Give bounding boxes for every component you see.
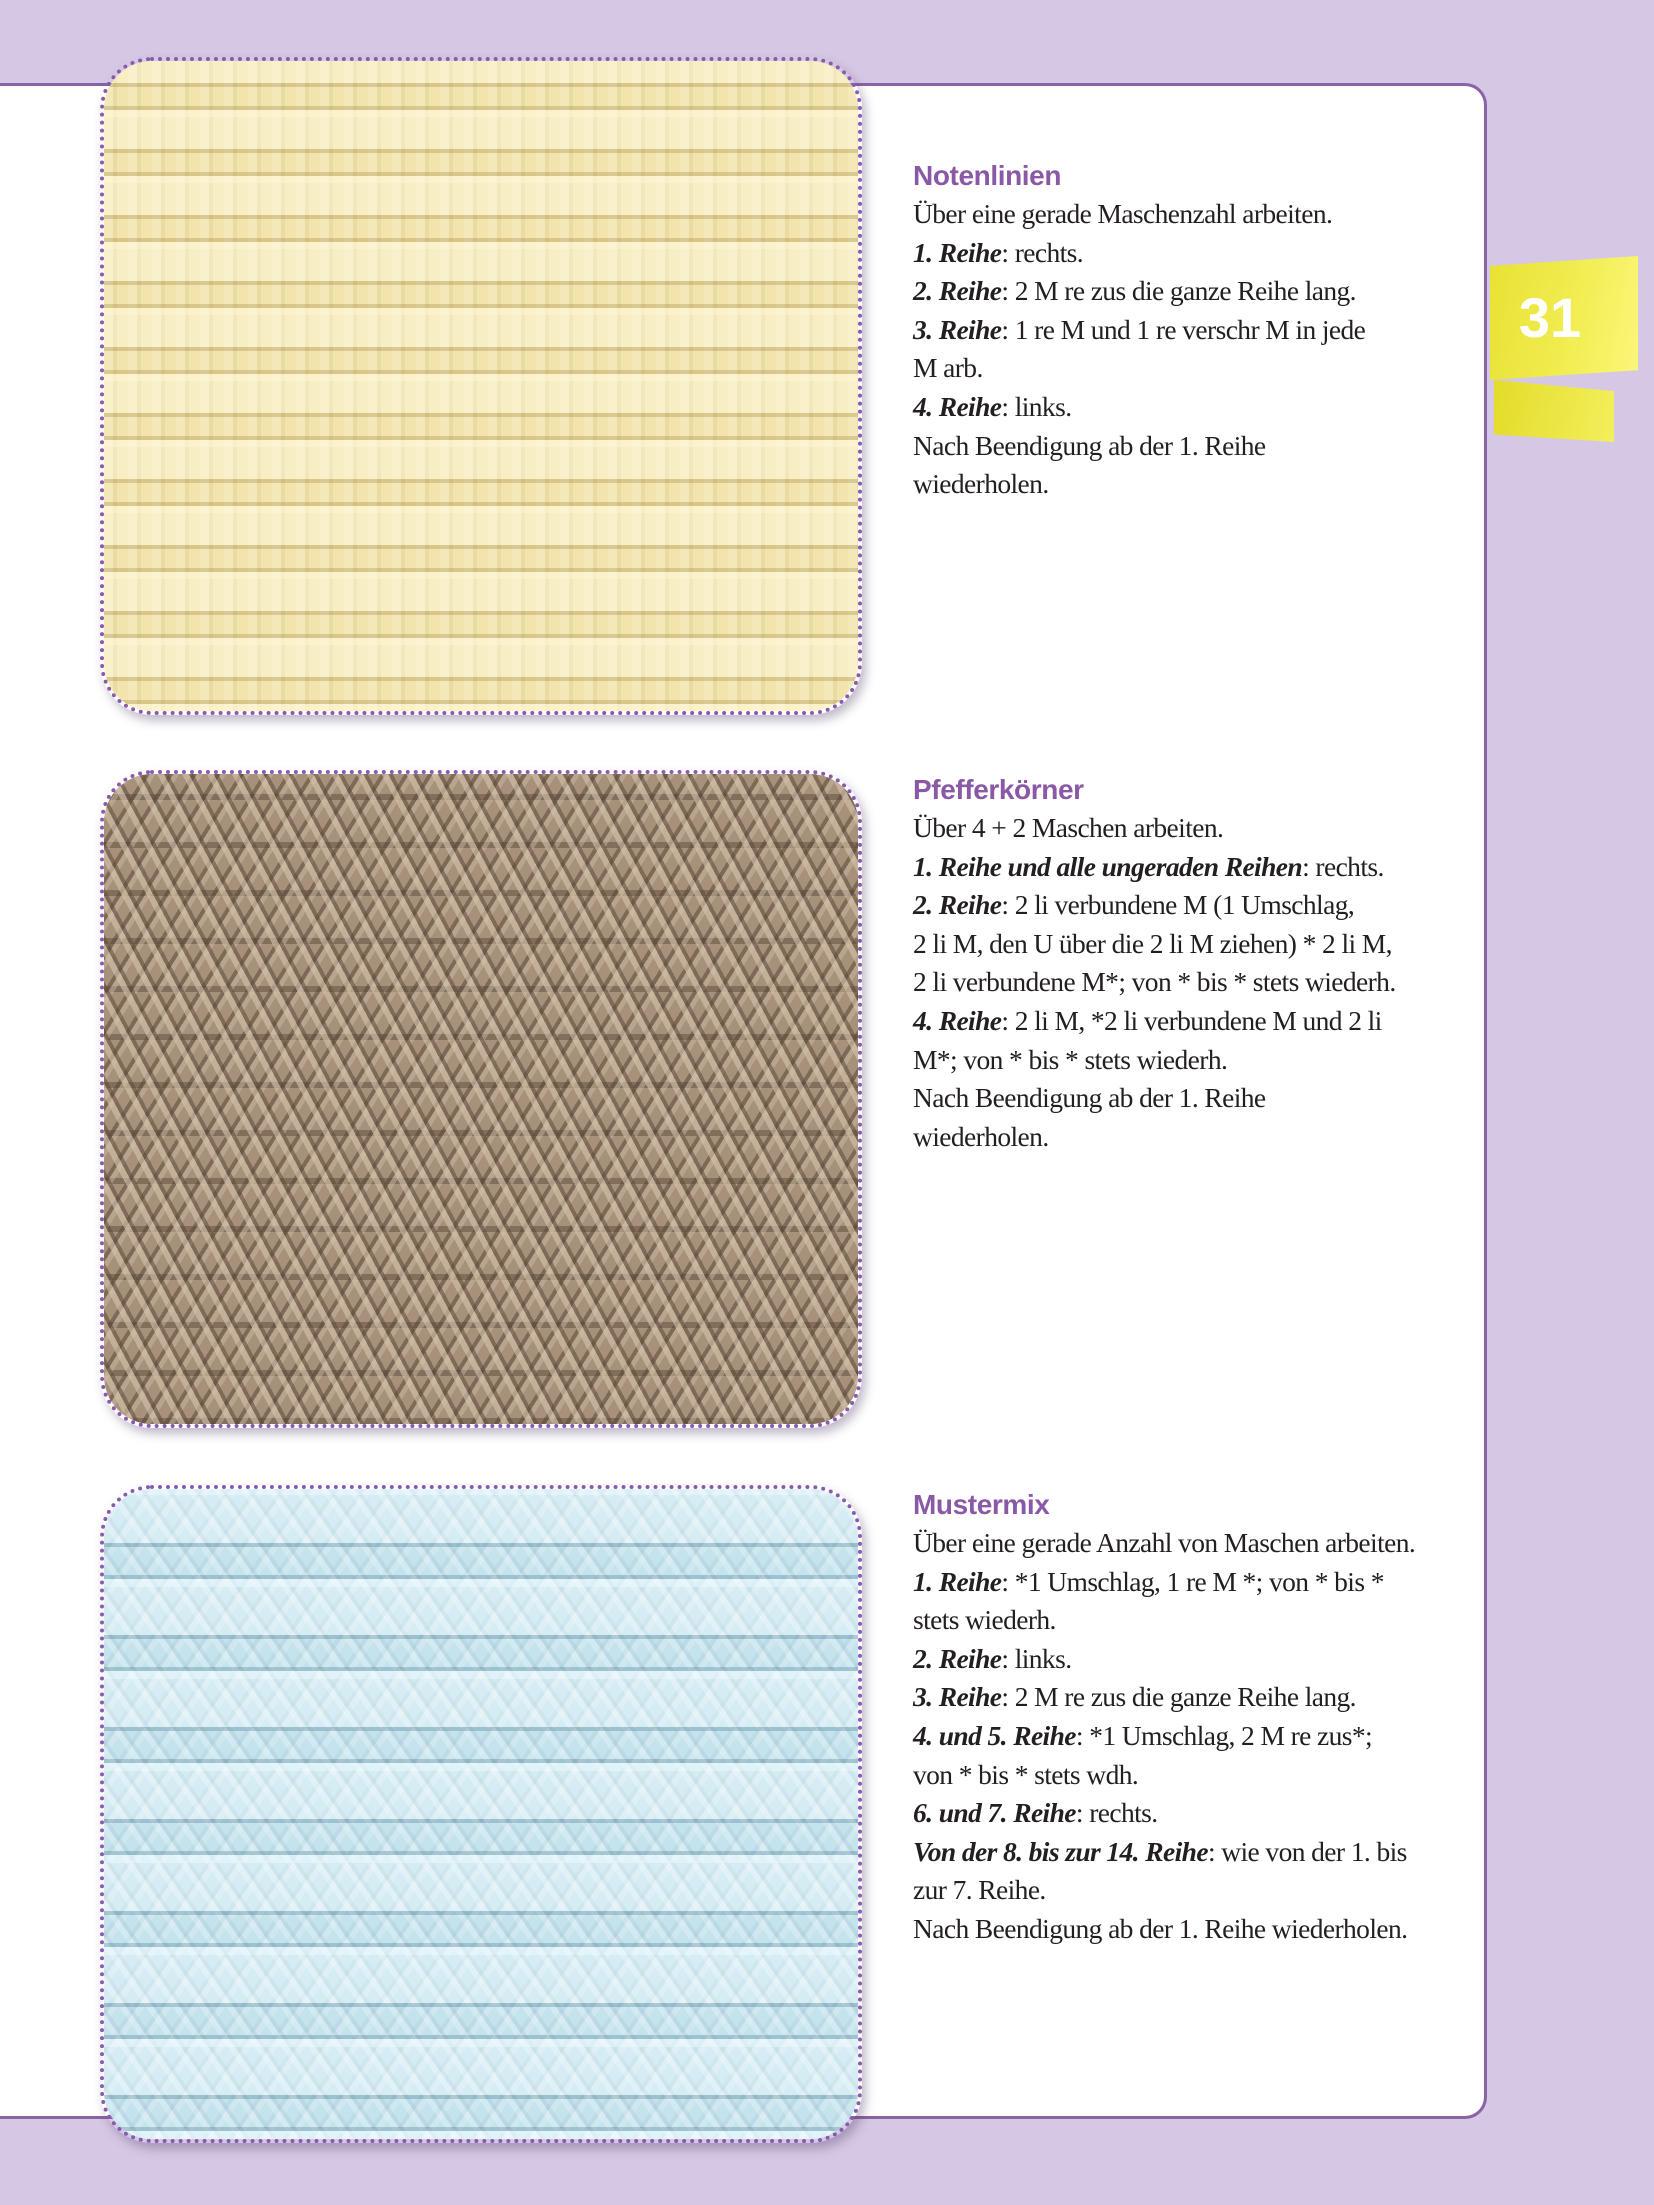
row-label: 2. Reihe <box>913 275 1002 307</box>
instruction-text: Über eine gerade Maschenzahl arbeiten. <box>913 198 1333 229</box>
instruction-line <box>913 1871 1473 1910</box>
row-label: 3. Reihe <box>913 1681 1002 1713</box>
pattern-title: Notenlinien <box>913 160 1062 191</box>
instruction-line <box>913 848 1473 887</box>
instruction-text: : links. <box>1001 390 1072 422</box>
instruction-line <box>913 1079 1473 1118</box>
instruction-line <box>913 234 1473 273</box>
row-label: 1. Reihe <box>913 1565 1002 1597</box>
row-label: 6. und 7. Reihe <box>913 1797 1076 1829</box>
instruction-text: 2 li M, den U über die 2 li M ziehen) * 2 li M, <box>913 927 1392 959</box>
instruction-line <box>913 349 1473 388</box>
row-label: 4. Reihe <box>913 1004 1002 1036</box>
instruction-text: wiederholen. <box>913 1120 1049 1152</box>
pattern-title: Pfefferkörner <box>913 774 1084 805</box>
instruction-line <box>913 1756 1473 1795</box>
instruction-text: Über 4 + 2 Maschen arbeiten. <box>913 812 1224 843</box>
instruction-text: : *1 Umschlag, 1 re M *; von * bis * <box>1001 1565 1384 1597</box>
instruction-line <box>913 465 1473 504</box>
instruction-text: : 2 li M, *2 li verbundene M und 2 li <box>1001 1004 1382 1036</box>
pattern-block-notenlinien <box>913 157 1473 504</box>
instruction-line <box>913 1002 1473 1041</box>
instruction-line <box>913 427 1473 466</box>
knit-texture <box>104 774 858 1424</box>
row-label: 2. Reihe <box>913 1642 1002 1674</box>
instruction-text: : *1 Umschlag, 2 M re zus*; <box>1075 1719 1373 1751</box>
instruction-text: M*; von * bis * stets wiederh. <box>913 1043 1228 1075</box>
instruction-line <box>913 311 1473 350</box>
knit-texture <box>104 1489 858 2139</box>
pattern-block-mustermix <box>913 1486 1473 1949</box>
instruction-line <box>913 195 1473 234</box>
instruction-line <box>913 1910 1473 1949</box>
instruction-line <box>913 1563 1473 1602</box>
instruction-text: wiederholen. <box>913 468 1049 500</box>
instruction-text: M arb. <box>913 352 983 384</box>
instruction-line <box>913 886 1473 925</box>
row-label: 1. Reihe <box>913 236 1002 268</box>
instruction-line <box>913 809 1473 848</box>
instruction-line <box>913 1678 1473 1717</box>
pattern-instructions <box>913 1524 1473 1949</box>
page-tab-fold <box>1494 380 1614 442</box>
row-label: 4. Reihe <box>913 390 1002 422</box>
instruction-text: : wie von der 1. bis <box>1207 1835 1407 1867</box>
instruction-text: Nach Beendigung ab der 1. Reihe <box>913 429 1266 461</box>
instruction-text: Über eine gerade Anzahl von Maschen arbeiten. <box>913 1527 1416 1558</box>
instruction-text: Nach Beendigung ab der 1. Reihe wiederholen. <box>913 1912 1408 1944</box>
page-number: 31 <box>1518 286 1582 349</box>
instruction-text: : 2 M re zus die ganze Reihe lang. <box>1001 1681 1356 1713</box>
instruction-text: : 2 M re zus die ganze Reihe lang. <box>1001 275 1356 307</box>
instruction-line <box>913 1041 1473 1080</box>
instruction-text: : links. <box>1001 1642 1072 1674</box>
row-label: 3. Reihe <box>913 313 1002 345</box>
instruction-line <box>913 925 1473 964</box>
pattern-block-pfefferkoerner <box>913 771 1473 1156</box>
row-label: 2. Reihe <box>913 889 1002 921</box>
instruction-line <box>913 272 1473 311</box>
instruction-text: : rechts. <box>1302 850 1384 882</box>
instruction-text: zur 7. Reihe. <box>913 1874 1046 1906</box>
instruction-text: von * bis * stets wdh. <box>913 1758 1139 1790</box>
knit-texture <box>104 61 858 711</box>
instruction-text: : rechts. <box>1075 1797 1158 1829</box>
pattern-instructions <box>913 809 1473 1156</box>
instruction-line <box>913 1794 1473 1833</box>
instruction-line <box>913 1118 1473 1157</box>
swatch-photo-notenlinien <box>100 57 862 715</box>
instruction-text: : rechts. <box>1001 236 1084 268</box>
instruction-line <box>913 1524 1473 1563</box>
instruction-line <box>913 388 1473 427</box>
row-label: Von der 8. bis zur 14. Reihe <box>913 1835 1208 1867</box>
pattern-title: Mustermix <box>913 1489 1050 1520</box>
pattern-instructions <box>913 195 1473 504</box>
instruction-line <box>913 1833 1473 1872</box>
swatch-photo-mustermix <box>100 1485 862 2143</box>
instruction-line <box>913 963 1473 1002</box>
swatch-photo-pfefferkoerner <box>100 770 862 1428</box>
instruction-text: Nach Beendigung ab der 1. Reihe <box>913 1082 1266 1114</box>
instruction-line <box>913 1640 1473 1679</box>
row-label: 1. Reihe und alle ungeraden Reihen <box>913 850 1303 882</box>
instruction-text: : 2 li verbundene M (1 Umschlag, <box>1001 889 1355 921</box>
instruction-text: stets wiederh. <box>913 1604 1056 1636</box>
instruction-line <box>913 1601 1473 1640</box>
instruction-text: : 1 re M und 1 re verschr M in jede <box>1001 313 1366 345</box>
instruction-line <box>913 1717 1473 1756</box>
instruction-text: 2 li verbundene M*; von * bis * stets wiederh. <box>913 966 1396 998</box>
row-label: 4. und 5. Reihe <box>913 1719 1076 1751</box>
